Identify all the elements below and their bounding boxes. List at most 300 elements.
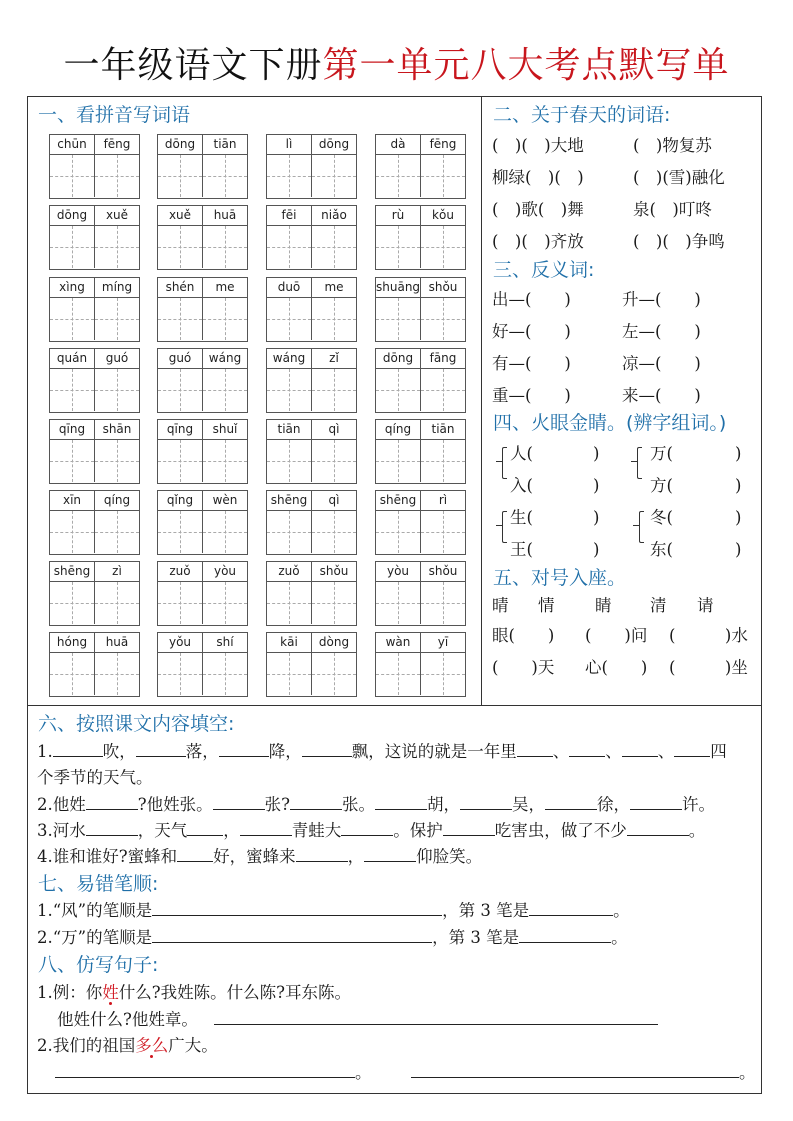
pinyin-syllable: xìng xyxy=(50,278,95,297)
pinyin-row xyxy=(158,278,247,298)
antonym-item[interactable]: 凉—( ) xyxy=(622,354,701,373)
blank-field[interactable] xyxy=(213,809,265,810)
pinyin-syllable: xuě xyxy=(158,206,203,225)
writing-cell[interactable] xyxy=(312,653,356,695)
blank-field[interactable] xyxy=(630,809,682,810)
char-item[interactable]: 生( xyxy=(510,508,533,527)
writing-cells xyxy=(376,226,465,268)
blank-field[interactable] xyxy=(529,915,613,916)
writing-cell[interactable] xyxy=(267,440,312,482)
text: 。 xyxy=(739,1063,756,1082)
text: 2.我们的祖国 xyxy=(37,1036,136,1055)
blank-field[interactable] xyxy=(240,835,292,836)
writing-cell[interactable] xyxy=(50,511,95,553)
blank-field[interactable] xyxy=(674,756,710,757)
option-char: 情 xyxy=(538,596,555,615)
pinyin-row xyxy=(267,633,356,653)
text: 徐， xyxy=(596,795,630,814)
section3-title: 三、反义词: xyxy=(493,259,595,281)
blank-field[interactable] xyxy=(517,756,553,757)
writing-cell[interactable] xyxy=(158,226,203,268)
pinyin-syllable: me xyxy=(324,280,344,294)
text: 许。 xyxy=(681,795,715,814)
text: ，天气 xyxy=(137,821,188,840)
pinyin-syllable: yǒu xyxy=(158,633,203,652)
pinyin-row xyxy=(50,349,139,369)
blank-field[interactable] xyxy=(627,835,689,836)
section7-title: 七、易错笔顺: xyxy=(38,873,159,895)
writing-cell[interactable] xyxy=(95,155,139,197)
writing-cell[interactable] xyxy=(95,226,139,268)
writing-cell[interactable] xyxy=(95,369,139,411)
writing-cell[interactable] xyxy=(95,582,139,624)
text: 吹， xyxy=(102,742,136,761)
pinyin-word-box xyxy=(375,490,466,555)
pinyin-syllable: wáng xyxy=(208,351,242,365)
pinyin-syllable: wáng xyxy=(267,349,312,368)
char-item[interactable]: 王( xyxy=(510,540,533,559)
writing-cell[interactable] xyxy=(203,226,247,268)
pinyin-word-box xyxy=(266,205,357,270)
pinyin-syllable: dà xyxy=(376,135,421,154)
spring-item[interactable]: ( )( )齐放 xyxy=(492,232,584,251)
pinyin-word-box xyxy=(157,490,248,555)
writing-cell[interactable] xyxy=(267,298,312,340)
antonym-item[interactable]: 有—( ) xyxy=(492,354,571,373)
pinyin-row xyxy=(376,562,465,582)
spring-item[interactable]: ( )(雪)融化 xyxy=(633,168,725,187)
fill-line-1b: 个季节的天气。 xyxy=(37,768,153,787)
pinyin-word-box xyxy=(157,134,248,199)
pinyin-syllable: me xyxy=(215,280,235,294)
writing-cells xyxy=(158,155,247,197)
pinyin-syllable: qīng xyxy=(50,420,95,439)
writing-cell[interactable] xyxy=(50,653,95,695)
writing-cell[interactable] xyxy=(158,511,203,553)
section2-title: 二、关于春天的词语: xyxy=(493,104,671,126)
title-unit: 第一单元八大考点默写单 xyxy=(322,45,730,86)
text: 他姓什么?他姓章。 xyxy=(57,1010,198,1029)
writing-cell[interactable] xyxy=(203,511,247,553)
pinyin-syllable: guó xyxy=(158,349,203,368)
spring-item[interactable]: ( )( )大地 xyxy=(492,136,584,155)
brace-icon xyxy=(631,445,641,479)
writing-cell[interactable] xyxy=(50,582,95,624)
antonym-item[interactable]: 重—( ) xyxy=(492,386,571,405)
pinyin-word-box xyxy=(49,348,140,413)
writing-cell[interactable] xyxy=(312,582,356,624)
pinyin-syllable: shuāng xyxy=(376,278,421,297)
brace-icon xyxy=(633,509,643,543)
writing-cells xyxy=(376,369,465,411)
pinyin-syllable: qì xyxy=(328,422,340,436)
blank-field[interactable] xyxy=(152,942,432,943)
text: 3.河水 xyxy=(37,821,86,840)
blank-field[interactable] xyxy=(290,809,342,810)
writing-cell[interactable] xyxy=(158,298,203,340)
writing-cells xyxy=(267,298,356,340)
pinyin-row xyxy=(50,491,139,511)
pinyin-word-box xyxy=(157,348,248,413)
pinyin-syllable: shǒu xyxy=(428,564,458,578)
pinyin-syllable: qǐng xyxy=(158,491,203,510)
writing-cells xyxy=(50,226,139,268)
writing-cell[interactable] xyxy=(50,155,95,197)
pinyin-row xyxy=(267,135,356,155)
num: 1. xyxy=(37,742,53,761)
pinyin-syllable: dōng xyxy=(318,137,350,151)
writing-cells xyxy=(267,226,356,268)
writing-cell[interactable] xyxy=(376,155,421,197)
spring-item[interactable]: ( )歌( )舞 xyxy=(492,200,584,219)
char-item[interactable]: 方( xyxy=(650,476,673,495)
highlighted-word: 多么 xyxy=(135,1036,169,1055)
stroke-order-1 xyxy=(37,900,630,922)
pinyin-word-box xyxy=(375,205,466,270)
text: 。 xyxy=(355,1063,372,1082)
writing-cells xyxy=(376,298,465,340)
pinyin-word-box xyxy=(266,348,357,413)
match-item[interactable]: 眼( ) xyxy=(492,626,555,645)
writing-cell[interactable] xyxy=(267,653,312,695)
text: ， xyxy=(347,847,365,866)
pinyin-word-box xyxy=(375,348,466,413)
pinyin-word-box xyxy=(157,205,248,270)
blank-field[interactable] xyxy=(214,1024,658,1025)
text: 4.谁和谁好?蜜蜂和 xyxy=(37,847,178,866)
option-char: 睛 xyxy=(595,596,612,615)
text: 胡， xyxy=(426,795,460,814)
pinyin-word-box xyxy=(157,632,248,697)
char-item[interactable]: 东( xyxy=(650,540,673,559)
writing-cell[interactable] xyxy=(158,369,203,411)
writing-cell[interactable] xyxy=(421,298,465,340)
pinyin-syllable: míng xyxy=(101,280,133,294)
writing-cell[interactable] xyxy=(50,298,95,340)
match-item[interactable]: ( )天 xyxy=(492,658,555,677)
pinyin-syllable: shí xyxy=(216,635,234,649)
writing-cell[interactable] xyxy=(421,440,465,482)
spring-item[interactable]: 柳绿( )( ) xyxy=(492,168,584,187)
text: 、 xyxy=(605,742,622,761)
writing-cell[interactable] xyxy=(421,511,465,553)
text: 。 xyxy=(611,928,628,947)
antonym-item[interactable]: 来—( ) xyxy=(622,386,701,405)
writing-cell[interactable] xyxy=(376,440,421,482)
writing-cells xyxy=(267,511,356,553)
pinyin-syllable: yòu xyxy=(376,562,421,581)
pinyin-word-box xyxy=(157,561,248,626)
writing-cell[interactable] xyxy=(312,511,356,553)
text: 飘，这说的就是一年里 xyxy=(351,742,517,761)
writing-cell[interactable] xyxy=(267,226,312,268)
writing-cell[interactable] xyxy=(312,440,356,482)
writing-cell[interactable] xyxy=(95,511,139,553)
blank-field[interactable] xyxy=(411,1077,739,1078)
pinyin-syllable: rì xyxy=(438,493,448,507)
char-item[interactable]: 万( xyxy=(650,444,673,463)
pinyin-syllable: zuǒ xyxy=(267,562,312,581)
text: 1.例：你 xyxy=(37,983,103,1002)
writing-cell[interactable] xyxy=(312,226,356,268)
blank-field[interactable] xyxy=(460,809,512,810)
writing-cells xyxy=(158,226,247,268)
writing-cell[interactable] xyxy=(158,440,203,482)
pinyin-syllable: dōng xyxy=(376,349,421,368)
writing-cells xyxy=(158,440,247,482)
pinyin-word-box xyxy=(49,561,140,626)
writing-cells xyxy=(50,653,139,695)
paren-close: ) xyxy=(735,508,742,527)
blank-field[interactable] xyxy=(375,809,427,810)
pinyin-word-box xyxy=(375,419,466,484)
text: 什么?我姓陈。什么陈?耳东陈。 xyxy=(118,983,351,1002)
text: 、 xyxy=(552,742,570,761)
pinyin-word-box xyxy=(157,277,248,342)
writing-cells xyxy=(267,582,356,624)
paren-close: ) xyxy=(593,508,600,527)
pinyin-syllable: lì xyxy=(267,135,312,154)
writing-cell[interactable] xyxy=(267,511,312,553)
pinyin-syllable: dòng xyxy=(318,635,350,649)
writing-cell[interactable] xyxy=(421,369,465,411)
blank-field[interactable] xyxy=(55,1077,355,1078)
writing-cell[interactable] xyxy=(267,155,312,197)
writing-cell[interactable] xyxy=(95,653,139,695)
pinyin-syllable: fēi xyxy=(267,206,312,225)
antonym-item[interactable]: 升—( ) xyxy=(622,290,701,309)
writing-cells xyxy=(376,582,465,624)
text: 青蛙大 xyxy=(291,821,342,840)
writing-cells xyxy=(267,440,356,482)
writing-cell[interactable] xyxy=(421,155,465,197)
pinyin-word-box xyxy=(49,277,140,342)
text: 。 xyxy=(613,901,630,920)
pinyin-syllable: duō xyxy=(267,278,312,297)
pinyin-word-box xyxy=(266,561,357,626)
pinyin-row xyxy=(267,420,356,440)
text: 2.“万”的笔顺是 xyxy=(37,928,153,947)
pinyin-syllable: zì xyxy=(112,564,122,578)
text: 。 xyxy=(688,821,706,840)
paren-close: ) xyxy=(735,444,742,463)
writing-cells xyxy=(158,369,247,411)
pinyin-word-box xyxy=(375,632,466,697)
pinyin-word-box xyxy=(49,419,140,484)
writing-cell[interactable] xyxy=(312,298,356,340)
pinyin-syllable: niǎo xyxy=(321,208,347,222)
pinyin-syllable: shān xyxy=(102,422,132,436)
text: 广大。 xyxy=(168,1036,218,1055)
paren-close: ) xyxy=(593,444,600,463)
pinyin-syllable: xuě xyxy=(105,208,129,222)
fill-line-4 xyxy=(37,846,482,868)
writing-cell[interactable] xyxy=(158,653,203,695)
writing-cell[interactable] xyxy=(421,582,465,624)
pinyin-syllable: dōng xyxy=(158,135,203,154)
paren-close: ) xyxy=(593,476,600,495)
writing-cell[interactable] xyxy=(203,440,247,482)
pinyin-syllable: shēng xyxy=(50,562,95,581)
text: 落， xyxy=(185,742,219,761)
pinyin-syllable: guó xyxy=(105,351,129,365)
writing-cell[interactable] xyxy=(267,369,312,411)
writing-cells xyxy=(158,653,247,695)
pinyin-syllable: shǒu xyxy=(319,564,349,578)
blank-field[interactable] xyxy=(86,835,138,836)
pinyin-word-box xyxy=(49,490,140,555)
pinyin-row xyxy=(158,633,247,653)
spring-item[interactable]: 泉( )叮咚 xyxy=(633,200,712,219)
blank-field[interactable] xyxy=(296,861,348,862)
pinyin-word-box xyxy=(375,277,466,342)
pinyin-syllable: fāng xyxy=(429,351,457,365)
writing-cell[interactable] xyxy=(95,440,139,482)
example-1-line xyxy=(57,1009,658,1031)
text: 1.“风”的笔顺是 xyxy=(37,901,153,920)
paren-close: ) xyxy=(735,476,742,495)
writing-cells xyxy=(50,511,139,553)
writing-cell[interactable] xyxy=(158,155,203,197)
section8-title: 八、仿写句子: xyxy=(38,954,159,976)
writing-cell[interactable] xyxy=(376,582,421,624)
char-item[interactable]: 入( xyxy=(510,476,533,495)
blank-field[interactable] xyxy=(443,835,495,836)
pinyin-syllable: kāi xyxy=(267,633,312,652)
pinyin-row xyxy=(267,562,356,582)
writing-cells xyxy=(158,511,247,553)
pinyin-syllable: hóng xyxy=(50,633,95,652)
match-item[interactable]: ( )问 xyxy=(585,626,648,645)
match-item[interactable]: ( )坐 xyxy=(669,658,748,677)
match-item[interactable]: ( )水 xyxy=(669,626,748,645)
writing-cells xyxy=(50,440,139,482)
pinyin-syllable: qíng xyxy=(376,420,421,439)
pinyin-syllable: yī xyxy=(437,635,449,649)
writing-cell[interactable] xyxy=(376,511,421,553)
blank-field[interactable] xyxy=(519,942,611,943)
writing-cell[interactable] xyxy=(376,298,421,340)
pinyin-word-box xyxy=(266,632,357,697)
example-2 xyxy=(37,1035,218,1057)
writing-cells xyxy=(267,369,356,411)
blank-field[interactable] xyxy=(622,756,658,757)
writing-cell[interactable] xyxy=(421,226,465,268)
char-item[interactable]: 冬( xyxy=(650,508,673,527)
writing-cell[interactable] xyxy=(50,369,95,411)
writing-cell[interactable] xyxy=(376,369,421,411)
pinyin-syllable: shuǐ xyxy=(212,422,238,436)
writing-cell[interactable] xyxy=(203,369,247,411)
writing-cell[interactable] xyxy=(376,653,421,695)
writing-cells xyxy=(50,298,139,340)
writing-cells xyxy=(376,511,465,553)
blank-field[interactable] xyxy=(136,756,186,757)
writing-cell[interactable] xyxy=(203,653,247,695)
writing-cells xyxy=(158,298,247,340)
blank-field[interactable] xyxy=(152,915,442,916)
spring-item[interactable]: ( )( )争鸣 xyxy=(633,232,725,251)
blank-field[interactable] xyxy=(177,861,213,862)
spring-item[interactable]: ( )物复苏 xyxy=(633,136,712,155)
text: 仰脸笑。 xyxy=(416,847,483,866)
text: ， xyxy=(223,821,240,840)
option-char: 清 xyxy=(650,596,667,615)
example-1 xyxy=(37,982,351,1004)
pinyin-row xyxy=(50,562,139,582)
blank-field[interactable] xyxy=(341,835,393,836)
writing-cell[interactable] xyxy=(312,155,356,197)
blank-field[interactable] xyxy=(219,756,269,757)
pinyin-syllable: chūn xyxy=(50,135,95,154)
pinyin-syllable: huā xyxy=(213,208,237,222)
blank-field[interactable] xyxy=(569,756,605,757)
writing-cell[interactable] xyxy=(267,582,312,624)
pinyin-syllable: zǐ xyxy=(329,351,339,365)
brace-icon xyxy=(496,445,506,479)
stroke-order-2 xyxy=(37,927,628,949)
writing-cell[interactable] xyxy=(203,155,247,197)
writing-cell[interactable] xyxy=(50,440,95,482)
writing-cells xyxy=(50,369,139,411)
pinyin-row xyxy=(267,491,356,511)
writing-cell[interactable] xyxy=(203,298,247,340)
writing-cells xyxy=(158,582,247,624)
writing-cells xyxy=(376,155,465,197)
blank-field[interactable] xyxy=(53,756,103,757)
pinyin-row xyxy=(267,349,356,369)
pinyin-syllable: wèn xyxy=(212,493,238,507)
writing-cell[interactable] xyxy=(376,226,421,268)
section5-title: 五、对号入座。 xyxy=(493,567,627,589)
blank-field[interactable] xyxy=(187,835,223,836)
pinyin-syllable: yòu xyxy=(213,564,237,578)
blank-field[interactable] xyxy=(364,861,416,862)
pinyin-word-box xyxy=(157,419,248,484)
text: 吴， xyxy=(511,795,545,814)
pinyin-syllable: tiān xyxy=(267,420,312,439)
pinyin-syllable: shén xyxy=(158,278,203,297)
writing-cell[interactable] xyxy=(312,369,356,411)
writing-cell[interactable] xyxy=(50,226,95,268)
paren-close: ) xyxy=(735,540,742,559)
writing-cell[interactable] xyxy=(158,582,203,624)
blank-field[interactable] xyxy=(545,809,597,810)
pinyin-word-box xyxy=(49,205,140,270)
pinyin-syllable: wàn xyxy=(376,633,421,652)
pinyin-syllable: tiān xyxy=(431,422,455,436)
text: 好，蜜蜂来 xyxy=(213,847,296,866)
writing-cell[interactable] xyxy=(203,582,247,624)
writing-cell[interactable] xyxy=(421,653,465,695)
antonym-item[interactable]: 出—( ) xyxy=(492,290,571,309)
match-item[interactable]: 心( ) xyxy=(585,658,648,677)
pinyin-row xyxy=(50,135,139,155)
text: 2.他姓 xyxy=(37,795,86,814)
brace-icon xyxy=(496,509,506,543)
char-item[interactable]: 人( xyxy=(510,444,533,463)
pinyin-row xyxy=(376,135,465,155)
blank-field[interactable] xyxy=(86,809,138,810)
writing-cell[interactable] xyxy=(95,298,139,340)
text: ，第 3 笔是 xyxy=(442,901,530,920)
fill-line-1 xyxy=(37,741,727,763)
pinyin-syllable: tiān xyxy=(213,137,237,151)
blank-field[interactable] xyxy=(302,756,352,757)
antonym-item[interactable]: 左—( ) xyxy=(622,322,701,341)
antonym-item[interactable]: 好—( ) xyxy=(492,322,571,341)
fill-line-2 xyxy=(37,794,715,816)
